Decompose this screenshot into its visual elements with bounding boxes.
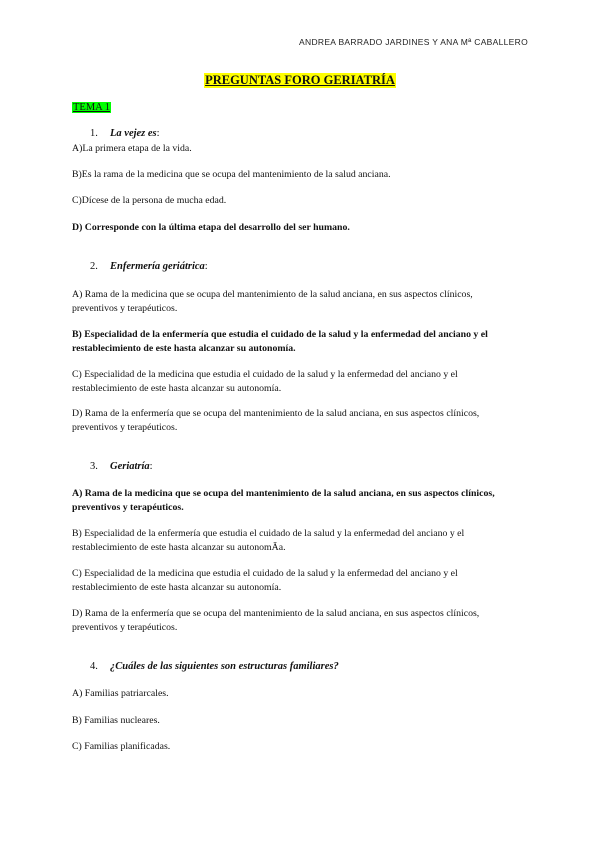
question-4-option-b: B) Familias nucleares. [72, 715, 160, 726]
question-2-heading [90, 261, 208, 272]
question-2-option-c: C) Especialidad de la medicina que estudia el cuidado de la salud y la enfermedad del anciano y el restablecimiento de este hasta alcanzar su autonomía. [72, 369, 458, 394]
document-title: PREGUNTAS FORO GERIATRÍA [205, 73, 395, 87]
question-2-option-d: D) Rama de la enfermería que se ocupa del mantenimiento de la salud anciana, en sus aspectos clínicos, preventivos y terapéuticos. [72, 408, 480, 433]
document-title-container [0, 71, 600, 89]
question-3-option-c: C) Especialidad de la medicina que estudia el cuidado de la salud y la enfermedad del anciano y el restablecimiento de este hasta alcanzar su autonomía. [72, 568, 458, 593]
question-number: 3. [90, 461, 98, 472]
question-1-heading [90, 128, 160, 139]
question-1-option-a: A)La primera etapa de la vida. [72, 143, 192, 154]
question-text: Enfermería geriátrica [110, 261, 205, 272]
section-label: TEMA 1 [73, 102, 111, 113]
question-number: 4. [90, 661, 98, 672]
question-1-option-c: C)Dícese de la persona de mucha edad. [72, 195, 227, 206]
question-4-option-a: A) Familias patriarcales. [72, 688, 169, 699]
question-1-option-d: D) Corresponde con la última etapa del desarrollo del ser humano. [72, 222, 350, 233]
question-3-option-b: B) Especialidad de la enfermería que estudia el cuidado de la salud y la enfermedad del anciano y el restablecimiento de este hasta alcanzar su autonomÃa. [72, 528, 465, 553]
question-suffix: : [204, 261, 208, 272]
question-1-option-b: B)Es la rama de la medicina que se ocupa del mantenimiento de la salud anciana. [72, 169, 391, 180]
question-4-option-c: C) Familias planificadas. [72, 741, 171, 752]
question-2-option-b: B) Especialidad de la enfermería que estudia el cuidado de la salud y la enfermedad del anciano y el restablecimiento de este hasta alcanzar su autonomía. [72, 329, 488, 354]
question-number: 1. [90, 128, 98, 139]
question-text: La vejez es [110, 128, 157, 139]
question-number: 2. [90, 261, 98, 272]
question-suffix: : [156, 128, 160, 139]
question-text: Geriatría [110, 461, 150, 472]
question-3-option-a: A) Rama de la medicina que se ocupa del mantenimiento de la salud anciana, en sus aspectos clínicos, preventivos y terapéuticos. [72, 488, 495, 513]
page-header-authors: ANDREA BARRADO JARDINES Y ANA Mª CABALLERO [299, 37, 528, 47]
question-3-option-d: D) Rama de la enfermería que se ocupa del mantenimiento de la salud anciana, en sus aspectos clínicos, preventivos y terapéuticos. [72, 608, 480, 633]
question-4-heading [90, 661, 339, 672]
question-3-heading [90, 461, 153, 472]
question-suffix: : [149, 461, 153, 472]
question-text: ¿Cuáles de las siguientes son estructuras familiares? [110, 661, 339, 672]
question-2-option-a: A) Rama de la medicina que se ocupa del mantenimiento de la salud anciana, en sus aspectos clínicos, preventivos y terapéuticos. [72, 289, 473, 314]
